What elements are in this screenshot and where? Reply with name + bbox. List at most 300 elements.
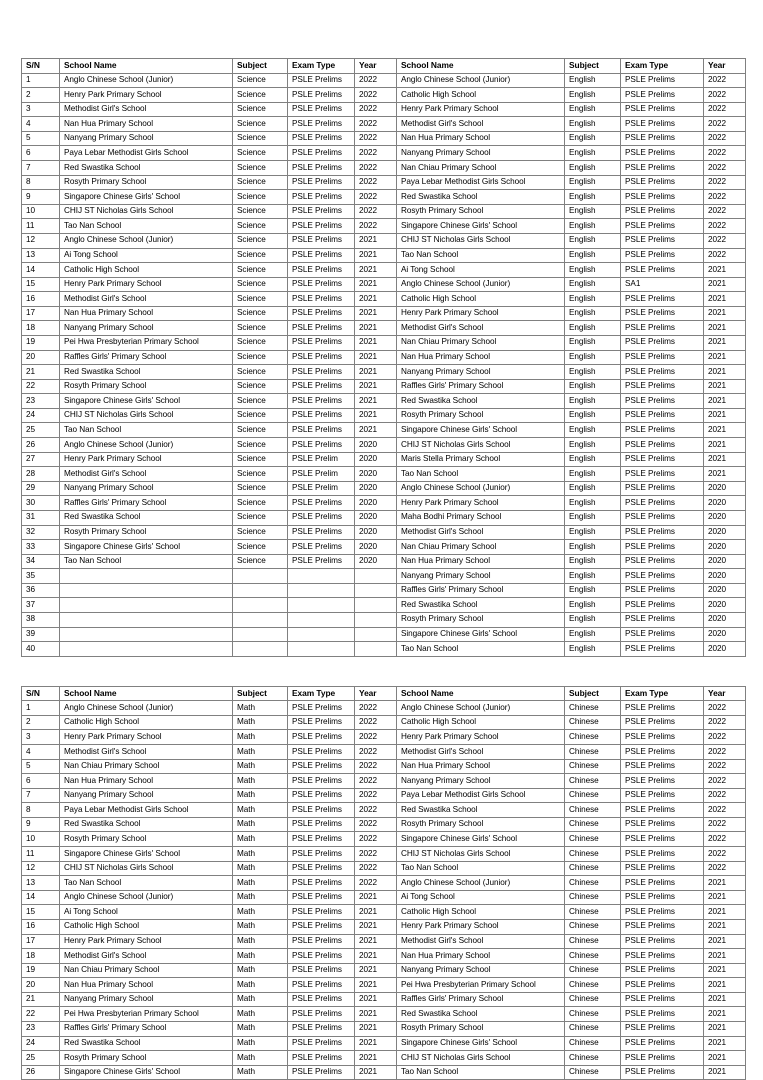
cell-year-left: 2021 xyxy=(355,949,397,964)
table-row xyxy=(22,817,746,832)
cell-year-left: 2022 xyxy=(355,759,397,774)
cell-subject-left: Math xyxy=(233,817,288,832)
cell-subject-left: Science xyxy=(233,73,288,88)
cell-year-left: 2021 xyxy=(355,335,397,350)
column-header-year-right: Year xyxy=(704,686,746,701)
cell-year-left: 2021 xyxy=(355,277,397,292)
cell-school-name-right: Tao Nan School xyxy=(397,861,565,876)
cell-subject-left: Science xyxy=(233,394,288,409)
cell-year-right: 2021 xyxy=(704,876,746,891)
cell-school-name-left: Tao Nan School xyxy=(60,554,233,569)
cell-sn: 37 xyxy=(22,598,60,613)
table-row xyxy=(22,335,746,350)
cell-school-name-left: Nanyang Primary School xyxy=(60,321,233,336)
cell-subject-left: Science xyxy=(233,540,288,555)
cell-year-right: 2022 xyxy=(704,730,746,745)
cell-exam-type-right: PSLE Prelims xyxy=(621,408,704,423)
cell-school-name-left: Nanyang Primary School xyxy=(60,788,233,803)
cell-subject-left: Science xyxy=(233,452,288,467)
cell-year-right: 2022 xyxy=(704,817,746,832)
cell-year-left: 2022 xyxy=(355,861,397,876)
cell-exam-type-left: PSLE Prelim xyxy=(288,467,355,482)
cell-subject-left: Science xyxy=(233,263,288,278)
column-header-school-name-left: School Name xyxy=(60,59,233,74)
cell-year-right: 2021 xyxy=(704,467,746,482)
cell-school-name-right: Methodist Girl's School xyxy=(397,117,565,132)
cell-school-name-left: Singapore Chinese Girls' School xyxy=(60,190,233,205)
cell-exam-type-right: PSLE Prelims xyxy=(621,438,704,453)
cell-year-right: 2022 xyxy=(704,161,746,176)
cell-subject-left: Math xyxy=(233,876,288,891)
table-row xyxy=(22,569,746,584)
cell-sn: 25 xyxy=(22,423,60,438)
cell-subject-right: Chinese xyxy=(565,774,621,789)
cell-exam-type-right: PSLE Prelims xyxy=(621,321,704,336)
table-row xyxy=(22,876,746,891)
cell-year-right: 2022 xyxy=(704,701,746,716)
cell-school-name-right: Nan Hua Primary School xyxy=(397,759,565,774)
cell-exam-type-left: PSLE Prelims xyxy=(288,306,355,321)
cell-subject-left: Math xyxy=(233,919,288,934)
table-row xyxy=(22,525,746,540)
cell-year-left: 2022 xyxy=(355,774,397,789)
cell-school-name-right: Catholic High School xyxy=(397,715,565,730)
table-row xyxy=(22,992,746,1007)
cell-school-name-left: Tao Nan School xyxy=(60,219,233,234)
cell-exam-type-right: PSLE Prelims xyxy=(621,219,704,234)
cell-school-name-right: Anglo Chinese School (Junior) xyxy=(397,701,565,716)
cell-exam-type-left: PSLE Prelims xyxy=(288,321,355,336)
cell-subject-right: English xyxy=(565,102,621,117)
cell-year-right: 2021 xyxy=(704,1022,746,1037)
cell-school-name-right: Henry Park Primary School xyxy=(397,102,565,117)
cell-school-name-left: Nanyang Primary School xyxy=(60,992,233,1007)
cell-subject-right: English xyxy=(565,131,621,146)
cell-subject-right: Chinese xyxy=(565,992,621,1007)
cell-exam-type-left xyxy=(288,612,355,627)
cell-school-name-right: Anglo Chinese School (Junior) xyxy=(397,876,565,891)
cell-year-left: 2021 xyxy=(355,1036,397,1051)
cell-exam-type-left: PSLE Prelims xyxy=(288,496,355,511)
cell-exam-type-left xyxy=(288,569,355,584)
cell-subject-right: Chinese xyxy=(565,905,621,920)
cell-exam-type-left: PSLE Prelims xyxy=(288,233,355,248)
cell-exam-type-right: PSLE Prelims xyxy=(621,1036,704,1051)
cell-exam-type-right: PSLE Prelims xyxy=(621,1065,704,1080)
cell-school-name-right: Singapore Chinese Girls' School xyxy=(397,423,565,438)
cell-exam-type-right: PSLE Prelims xyxy=(621,730,704,745)
cell-school-name-right: Catholic High School xyxy=(397,292,565,307)
cell-school-name-right: Singapore Chinese Girls' School xyxy=(397,832,565,847)
table-row xyxy=(22,204,746,219)
cell-exam-type-left: PSLE Prelims xyxy=(288,175,355,190)
cell-subject-left: Science xyxy=(233,117,288,132)
cell-year-right: 2021 xyxy=(704,978,746,993)
cell-year-left xyxy=(355,583,397,598)
cell-exam-type-right: PSLE Prelims xyxy=(621,161,704,176)
table-row xyxy=(22,949,746,964)
cell-exam-type-left: PSLE Prelims xyxy=(288,905,355,920)
cell-exam-type-right: PSLE Prelims xyxy=(621,263,704,278)
cell-year-left: 2021 xyxy=(355,423,397,438)
cell-year-right: 2022 xyxy=(704,745,746,760)
cell-exam-type-right: PSLE Prelims xyxy=(621,233,704,248)
cell-exam-type-right: PSLE Prelims xyxy=(621,598,704,613)
cell-year-right: 2021 xyxy=(704,963,746,978)
table-row xyxy=(22,1036,746,1051)
cell-year-right: 2021 xyxy=(704,277,746,292)
cell-subject-left: Math xyxy=(233,890,288,905)
table-header xyxy=(22,686,746,701)
cell-year-right: 2020 xyxy=(704,598,746,613)
cell-school-name-left: Anglo Chinese School (Junior) xyxy=(60,701,233,716)
cell-subject-right: English xyxy=(565,598,621,613)
cell-sn: 18 xyxy=(22,949,60,964)
cell-year-right: 2022 xyxy=(704,715,746,730)
cell-subject-right: English xyxy=(565,73,621,88)
cell-subject-right: English xyxy=(565,496,621,511)
table-row xyxy=(22,321,746,336)
cell-exam-type-right: PSLE Prelims xyxy=(621,642,704,657)
cell-exam-type-right: PSLE Prelims xyxy=(621,379,704,394)
cell-sn: 39 xyxy=(22,627,60,642)
table-row xyxy=(22,248,746,263)
cell-subject-right: Chinese xyxy=(565,745,621,760)
cell-year-left: 2022 xyxy=(355,847,397,862)
cell-school-name-right: Tao Nan School xyxy=(397,642,565,657)
cell-subject-left: Science xyxy=(233,190,288,205)
cell-subject-left: Math xyxy=(233,949,288,964)
cell-school-name-left: Singapore Chinese Girls' School xyxy=(60,540,233,555)
cell-exam-type-left: PSLE Prelims xyxy=(288,263,355,278)
cell-exam-type-right: PSLE Prelims xyxy=(621,569,704,584)
cell-exam-type-left: PSLE Prelims xyxy=(288,248,355,263)
table-row xyxy=(22,233,746,248)
cell-sn: 9 xyxy=(22,817,60,832)
cell-subject-left: Math xyxy=(233,774,288,789)
cell-exam-type-left: PSLE Prelims xyxy=(288,423,355,438)
cell-school-name-right: CHIJ ST Nicholas Girls School xyxy=(397,233,565,248)
cell-school-name-left: Red Swastika School xyxy=(60,817,233,832)
table-row xyxy=(22,1007,746,1022)
cell-school-name-left xyxy=(60,569,233,584)
cell-exam-type-left: PSLE Prelims xyxy=(288,759,355,774)
table-row xyxy=(22,496,746,511)
cell-subject-left xyxy=(233,612,288,627)
cell-sn: 21 xyxy=(22,365,60,380)
cell-exam-type-right: PSLE Prelims xyxy=(621,701,704,716)
cell-year-left: 2022 xyxy=(355,701,397,716)
cell-school-name-left: Methodist Girl's School xyxy=(60,102,233,117)
table-row xyxy=(22,627,746,642)
table-row xyxy=(22,598,746,613)
cell-school-name-left: Ai Tong School xyxy=(60,248,233,263)
cell-year-left: 2020 xyxy=(355,510,397,525)
cell-sn: 21 xyxy=(22,992,60,1007)
cell-exam-type-left: PSLE Prelims xyxy=(288,832,355,847)
table-header xyxy=(22,59,746,74)
cell-year-right: 2021 xyxy=(704,350,746,365)
cell-school-name-left: Singapore Chinese Girls' School xyxy=(60,394,233,409)
cell-subject-right: English xyxy=(565,379,621,394)
cell-school-name-left xyxy=(60,627,233,642)
cell-exam-type-left: PSLE Prelims xyxy=(288,1051,355,1066)
cell-subject-right: Chinese xyxy=(565,1022,621,1037)
cell-subject-left: Math xyxy=(233,992,288,1007)
cell-school-name-left: Singapore Chinese Girls' School xyxy=(60,847,233,862)
cell-sn: 20 xyxy=(22,350,60,365)
cell-school-name-right: CHIJ ST Nicholas Girls School xyxy=(397,847,565,862)
cell-subject-left: Math xyxy=(233,803,288,818)
cell-year-left: 2021 xyxy=(355,905,397,920)
cell-exam-type-left: PSLE Prelims xyxy=(288,204,355,219)
cell-year-left xyxy=(355,612,397,627)
cell-sn: 22 xyxy=(22,379,60,394)
cell-sn: 25 xyxy=(22,1051,60,1066)
cell-subject-left: Math xyxy=(233,832,288,847)
cell-exam-type-right: PSLE Prelims xyxy=(621,832,704,847)
cell-subject-left xyxy=(233,569,288,584)
cell-exam-type-right: PSLE Prelims xyxy=(621,306,704,321)
table-body xyxy=(22,701,746,1080)
cell-exam-type-right: PSLE Prelims xyxy=(621,1007,704,1022)
cell-year-right: 2021 xyxy=(704,1036,746,1051)
cell-year-left: 2022 xyxy=(355,131,397,146)
cell-sn: 16 xyxy=(22,292,60,307)
table-row xyxy=(22,510,746,525)
cell-sn: 14 xyxy=(22,263,60,278)
cell-school-name-left: Paya Lebar Methodist Girls School xyxy=(60,803,233,818)
cell-school-name-left: Nanyang Primary School xyxy=(60,131,233,146)
table-row xyxy=(22,365,746,380)
cell-exam-type-right: PSLE Prelims xyxy=(621,861,704,876)
cell-subject-left: Science xyxy=(233,102,288,117)
cell-subject-left: Science xyxy=(233,438,288,453)
cell-school-name-right: Methodist Girl's School xyxy=(397,525,565,540)
cell-subject-right: English xyxy=(565,88,621,103)
cell-subject-left: Science xyxy=(233,161,288,176)
cell-school-name-left: Henry Park Primary School xyxy=(60,277,233,292)
cell-school-name-left: Pei Hwa Presbyterian Primary School xyxy=(60,1007,233,1022)
cell-year-left: 2022 xyxy=(355,161,397,176)
cell-exam-type-left: PSLE Prelims xyxy=(288,847,355,862)
cell-school-name-right: Nan Hua Primary School xyxy=(397,554,565,569)
cell-school-name-left: Rosyth Primary School xyxy=(60,1051,233,1066)
cell-exam-type-left: PSLE Prelims xyxy=(288,978,355,993)
cell-exam-type-left: PSLE Prelims xyxy=(288,88,355,103)
cell-year-right: 2020 xyxy=(704,554,746,569)
column-header-school-name-right: School Name xyxy=(397,686,565,701)
cell-subject-left: Science xyxy=(233,292,288,307)
cell-school-name-right: Anglo Chinese School (Junior) xyxy=(397,277,565,292)
cell-year-left: 2021 xyxy=(355,379,397,394)
cell-school-name-left: Methodist Girl's School xyxy=(60,292,233,307)
cell-subject-left: Science xyxy=(233,350,288,365)
cell-year-left: 2021 xyxy=(355,292,397,307)
cell-exam-type-right: PSLE Prelims xyxy=(621,905,704,920)
cell-subject-right: English xyxy=(565,452,621,467)
cell-exam-type-right: PSLE Prelims xyxy=(621,715,704,730)
cell-subject-right: Chinese xyxy=(565,759,621,774)
cell-sn: 19 xyxy=(22,335,60,350)
cell-exam-type-left xyxy=(288,627,355,642)
cell-year-left: 2021 xyxy=(355,1007,397,1022)
cell-sn: 29 xyxy=(22,481,60,496)
cell-school-name-right: Nanyang Primary School xyxy=(397,146,565,161)
cell-subject-right: English xyxy=(565,408,621,423)
cell-exam-type-right: PSLE Prelims xyxy=(621,117,704,132)
cell-subject-left: Science xyxy=(233,233,288,248)
table-row xyxy=(22,963,746,978)
cell-year-right: 2021 xyxy=(704,1051,746,1066)
cell-year-right: 2021 xyxy=(704,890,746,905)
cell-subject-right: Chinese xyxy=(565,919,621,934)
cell-school-name-right: Catholic High School xyxy=(397,88,565,103)
cell-school-name-left: Catholic High School xyxy=(60,919,233,934)
cell-subject-left: Science xyxy=(233,423,288,438)
cell-school-name-left: Red Swastika School xyxy=(60,365,233,380)
cell-year-right: 2021 xyxy=(704,263,746,278)
cell-school-name-right: Nanyang Primary School xyxy=(397,963,565,978)
cell-subject-right: English xyxy=(565,175,621,190)
cell-subject-left: Science xyxy=(233,175,288,190)
cell-school-name-left: Anglo Chinese School (Junior) xyxy=(60,73,233,88)
cell-school-name-right: Anglo Chinese School (Junior) xyxy=(397,481,565,496)
cell-year-right: 2021 xyxy=(704,365,746,380)
cell-year-right: 2020 xyxy=(704,583,746,598)
cell-school-name-right: Henry Park Primary School xyxy=(397,730,565,745)
cell-exam-type-left: PSLE Prelims xyxy=(288,73,355,88)
cell-exam-type-right: PSLE Prelims xyxy=(621,102,704,117)
cell-subject-left: Math xyxy=(233,759,288,774)
cell-year-left: 2020 xyxy=(355,540,397,555)
cell-subject-left xyxy=(233,598,288,613)
cell-school-name-right: Pei Hwa Presbyterian Primary School xyxy=(397,978,565,993)
cell-subject-right: Chinese xyxy=(565,876,621,891)
header-row xyxy=(22,686,746,701)
table-row xyxy=(22,730,746,745)
column-header-year-right: Year xyxy=(704,59,746,74)
cell-year-right: 2021 xyxy=(704,306,746,321)
cell-school-name-right: Singapore Chinese Girls' School xyxy=(397,627,565,642)
cell-school-name-right: Rosyth Primary School xyxy=(397,1022,565,1037)
cell-school-name-right: Methodist Girl's School xyxy=(397,321,565,336)
cell-school-name-left: Nanyang Primary School xyxy=(60,481,233,496)
header-row xyxy=(22,59,746,74)
cell-subject-right: Chinese xyxy=(565,1051,621,1066)
cell-year-left: 2020 xyxy=(355,438,397,453)
table-row xyxy=(22,190,746,205)
cell-subject-left xyxy=(233,642,288,657)
cell-year-right: 2022 xyxy=(704,73,746,88)
cell-subject-left: Science xyxy=(233,379,288,394)
cell-sn: 35 xyxy=(22,569,60,584)
cell-year-left xyxy=(355,569,397,584)
cell-subject-right: English xyxy=(565,204,621,219)
cell-school-name-left xyxy=(60,612,233,627)
cell-subject-right: English xyxy=(565,292,621,307)
cell-subject-right: English xyxy=(565,583,621,598)
table-body xyxy=(22,73,746,656)
cell-sn: 9 xyxy=(22,190,60,205)
cell-exam-type-left: PSLE Prelims xyxy=(288,934,355,949)
cell-subject-left: Science xyxy=(233,88,288,103)
cell-sn: 19 xyxy=(22,963,60,978)
cell-school-name-left: Red Swastika School xyxy=(60,1036,233,1051)
cell-subject-left: Math xyxy=(233,861,288,876)
cell-exam-type-left: PSLE Prelims xyxy=(288,949,355,964)
cell-school-name-left: Methodist Girl's School xyxy=(60,745,233,760)
cell-school-name-right: Raffles Girls' Primary School xyxy=(397,992,565,1007)
cell-year-left: 2022 xyxy=(355,175,397,190)
cell-exam-type-left: PSLE Prelims xyxy=(288,803,355,818)
cell-subject-left xyxy=(233,627,288,642)
cell-exam-type-left: PSLE Prelims xyxy=(288,146,355,161)
cell-sn: 14 xyxy=(22,890,60,905)
cell-year-left: 2021 xyxy=(355,978,397,993)
table-row xyxy=(22,861,746,876)
cell-exam-type-left: PSLE Prelims xyxy=(288,1065,355,1080)
cell-year-left: 2021 xyxy=(355,919,397,934)
cell-exam-type-left: PSLE Prelims xyxy=(288,890,355,905)
cell-subject-left: Science xyxy=(233,248,288,263)
cell-exam-type-right: PSLE Prelims xyxy=(621,204,704,219)
column-header-sn: S/N xyxy=(22,686,60,701)
cell-year-right: 2020 xyxy=(704,540,746,555)
cell-year-right: 2021 xyxy=(704,1065,746,1080)
cell-school-name-left: Rosyth Primary School xyxy=(60,832,233,847)
cell-school-name-left: Nan Hua Primary School xyxy=(60,978,233,993)
cell-year-right: 2022 xyxy=(704,102,746,117)
cell-year-right: 2021 xyxy=(704,321,746,336)
cell-subject-left xyxy=(233,583,288,598)
table-row xyxy=(22,292,746,307)
cell-school-name-left: Tao Nan School xyxy=(60,876,233,891)
cell-exam-type-right: PSLE Prelims xyxy=(621,467,704,482)
cell-year-left: 2022 xyxy=(355,204,397,219)
cell-sn: 36 xyxy=(22,583,60,598)
cell-school-name-left: CHIJ ST Nicholas Girls School xyxy=(60,861,233,876)
table-row xyxy=(22,759,746,774)
cell-exam-type-right: PSLE Prelims xyxy=(621,963,704,978)
cell-exam-type-right: PSLE Prelims xyxy=(621,745,704,760)
cell-subject-left: Science xyxy=(233,219,288,234)
cell-sn: 11 xyxy=(22,847,60,862)
table-row xyxy=(22,847,746,862)
cell-year-right: 2021 xyxy=(704,394,746,409)
cell-sn: 15 xyxy=(22,277,60,292)
cell-subject-left: Math xyxy=(233,978,288,993)
cell-subject-left: Math xyxy=(233,1036,288,1051)
cell-subject-right: English xyxy=(565,277,621,292)
table-row xyxy=(22,774,746,789)
cell-subject-right: Chinese xyxy=(565,1007,621,1022)
cell-subject-left: Math xyxy=(233,963,288,978)
cell-school-name-left: Red Swastika School xyxy=(60,510,233,525)
cell-school-name-right: Nanyang Primary School xyxy=(397,569,565,584)
cell-exam-type-right: PSLE Prelims xyxy=(621,248,704,263)
cell-year-left: 2022 xyxy=(355,730,397,745)
cell-sn: 4 xyxy=(22,745,60,760)
cell-subject-right: Chinese xyxy=(565,1065,621,1080)
cell-school-name-left: Rosyth Primary School xyxy=(60,379,233,394)
table-row xyxy=(22,1022,746,1037)
cell-year-right: 2021 xyxy=(704,408,746,423)
cell-school-name-right: Methodist Girl's School xyxy=(397,745,565,760)
cell-year-right: 2022 xyxy=(704,788,746,803)
cell-year-left: 2021 xyxy=(355,963,397,978)
table-row xyxy=(22,919,746,934)
